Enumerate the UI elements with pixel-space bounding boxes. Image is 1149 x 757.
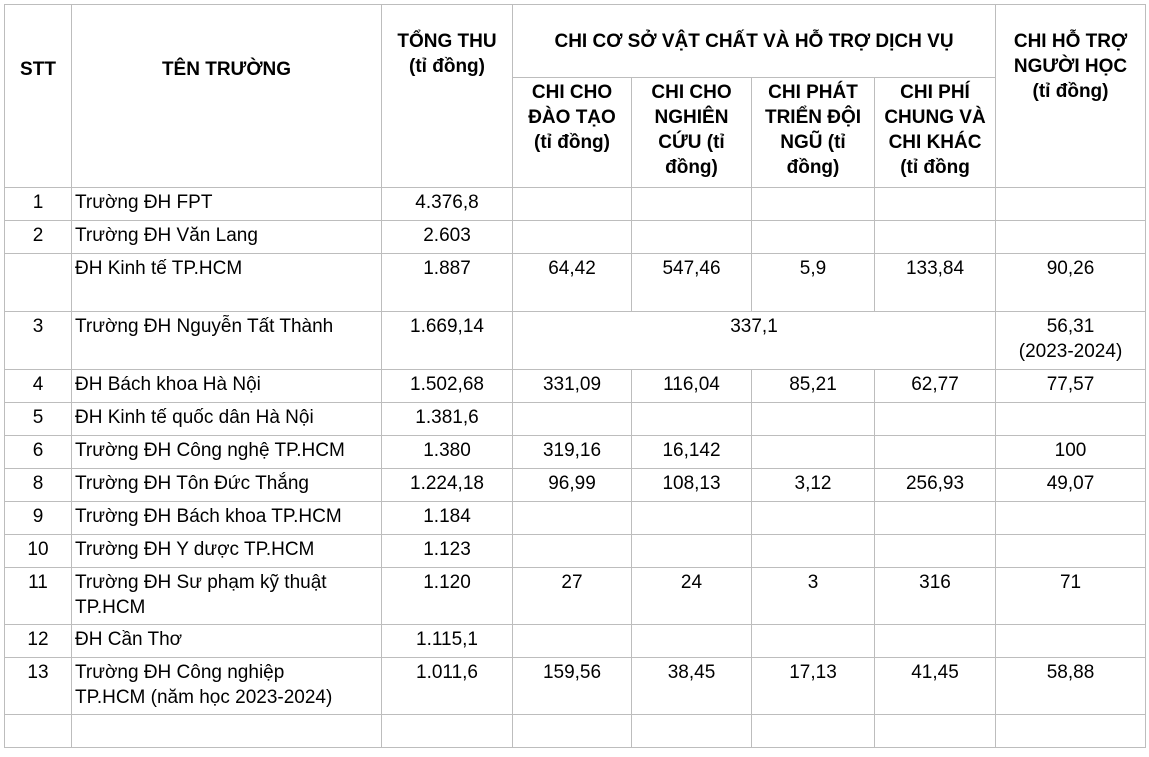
table-row xyxy=(5,370,1146,403)
table-row xyxy=(5,254,1146,312)
header-staff-line3: NGŨ (tỉ xyxy=(780,132,846,153)
header-training-spend xyxy=(513,78,632,188)
header-total-revenue xyxy=(382,5,513,188)
cell-training xyxy=(513,535,632,568)
cell-support xyxy=(996,312,1146,370)
cell-general: 41,45 xyxy=(875,658,996,715)
header-general-line4: (tỉ đồng xyxy=(900,157,970,178)
cell-total: 4.376,8 xyxy=(382,188,513,221)
cell-staff xyxy=(752,221,875,254)
cell-stt: 3 xyxy=(5,312,72,370)
cell-training xyxy=(513,221,632,254)
cell-stt: 12 xyxy=(5,625,72,658)
cell-research xyxy=(632,625,752,658)
cell-school-name: Trường ĐH Bách khoa TP.HCM xyxy=(72,502,382,535)
header-school-name: TÊN TRƯỜNG xyxy=(72,5,382,188)
cell-general xyxy=(875,625,996,658)
table-row xyxy=(5,568,1146,625)
cell-general xyxy=(875,715,996,748)
header-research-line1: CHI CHO xyxy=(651,82,732,103)
cell-staff: 3,12 xyxy=(752,469,875,502)
table-row xyxy=(5,625,1146,658)
cell-total: 1.380 xyxy=(382,436,513,469)
cell-total: 2.603 xyxy=(382,221,513,254)
cell-support-line2: (2023-2024) xyxy=(1018,341,1123,362)
cell-staff: 3 xyxy=(752,568,875,625)
header-stt: STT xyxy=(5,5,72,188)
cell-stt: 10 xyxy=(5,535,72,568)
cell-stt xyxy=(5,254,72,312)
cell-general xyxy=(875,188,996,221)
cell-stt: 6 xyxy=(5,436,72,469)
header-training-line2: ĐÀO TẠO xyxy=(528,107,616,128)
header-total-line2: (tỉ đồng) xyxy=(409,56,485,77)
cell-training xyxy=(513,502,632,535)
header-research-line2: NGHIÊN xyxy=(654,107,729,128)
cell-general xyxy=(875,436,996,469)
cell-total: 1.184 xyxy=(382,502,513,535)
cell-training: 96,99 xyxy=(513,469,632,502)
cell-training xyxy=(513,715,632,748)
cell-support xyxy=(996,188,1146,221)
cell-staff: 5,9 xyxy=(752,254,875,312)
cell-school-name xyxy=(72,715,382,748)
cell-school-name xyxy=(72,658,382,715)
cell-total: 1.120 xyxy=(382,568,513,625)
table-row xyxy=(5,502,1146,535)
header-support-line2: NGƯỜI HỌC xyxy=(1013,56,1128,77)
cell-stt: 1 xyxy=(5,188,72,221)
cell-school-name: ĐH Cần Thơ xyxy=(72,625,382,658)
cell-research: 116,04 xyxy=(632,370,752,403)
cell-total: 1.887 xyxy=(382,254,513,312)
header-student-support xyxy=(996,5,1146,188)
table-row xyxy=(5,658,1146,715)
cell-research xyxy=(632,403,752,436)
cell-stt: 4 xyxy=(5,370,72,403)
cell-total: 1.123 xyxy=(382,535,513,568)
cell-school-name: Trường ĐH Công nghệ TP.HCM xyxy=(72,436,382,469)
cell-support xyxy=(996,535,1146,568)
table-row xyxy=(5,188,1146,221)
cell-staff xyxy=(752,403,875,436)
cell-stt: 2 xyxy=(5,221,72,254)
cell-support xyxy=(996,221,1146,254)
cell-general: 62,77 xyxy=(875,370,996,403)
header-training-line1: CHI CHO xyxy=(531,82,613,103)
cell-research: 108,13 xyxy=(632,469,752,502)
cell-facilities-merged: 337,1 xyxy=(513,312,996,370)
header-support-line3: (tỉ đồng) xyxy=(1032,81,1109,102)
cell-school-name: ĐH Kinh tế quốc dân Hà Nội xyxy=(72,403,382,436)
cell-general xyxy=(875,221,996,254)
cell-stt: 11 xyxy=(5,568,72,625)
cell-total: 1.115,1 xyxy=(382,625,513,658)
cell-general xyxy=(875,535,996,568)
cell-research xyxy=(632,715,752,748)
cell-support: 58,88 xyxy=(996,658,1146,715)
header-general-spend xyxy=(875,78,996,188)
cell-training: 27 xyxy=(513,568,632,625)
cell-stt: 13 xyxy=(5,658,72,715)
cell-staff xyxy=(752,625,875,658)
school-finance-table xyxy=(4,4,1146,748)
table-row xyxy=(5,469,1146,502)
cell-training: 331,09 xyxy=(513,370,632,403)
cell-support: 49,07 xyxy=(996,469,1146,502)
table-row xyxy=(5,403,1146,436)
cell-support: 71 xyxy=(996,568,1146,625)
cell-stt: 9 xyxy=(5,502,72,535)
cell-school-name: Trường ĐH FPT xyxy=(72,188,382,221)
cell-general xyxy=(875,502,996,535)
header-training-line3: (tỉ đồng) xyxy=(534,132,610,153)
cell-total: 1.502,68 xyxy=(382,370,513,403)
cell-school-name xyxy=(72,568,382,625)
cell-training xyxy=(513,403,632,436)
header-staff-line4: đồng) xyxy=(786,157,840,178)
cell-school-name: Trường ĐH Y dược TP.HCM xyxy=(72,535,382,568)
cell-research xyxy=(632,535,752,568)
cell-school-name: Trường ĐH Nguyễn Tất Thành xyxy=(72,312,382,370)
header-general-line2: CHUNG VÀ xyxy=(884,107,986,128)
cell-support xyxy=(996,502,1146,535)
cell-school-name-line1: Trường ĐH Công nghiệp xyxy=(75,662,285,683)
cell-support: 100 xyxy=(996,436,1146,469)
cell-support: 77,57 xyxy=(996,370,1146,403)
cell-research xyxy=(632,221,752,254)
header-general-line3: CHI KHÁC xyxy=(888,132,982,153)
table-row-empty xyxy=(5,715,1146,748)
header-research-line4: đồng) xyxy=(665,157,718,178)
table-row xyxy=(5,535,1146,568)
cell-staff xyxy=(752,188,875,221)
header-facilities-group: CHI CƠ SỞ VẬT CHẤT VÀ HỖ TRỢ DỊCH VỤ xyxy=(513,5,996,78)
cell-research xyxy=(632,188,752,221)
cell-training: 159,56 xyxy=(513,658,632,715)
header-general-line1: CHI PHÍ xyxy=(900,82,970,103)
header-research-spend xyxy=(632,78,752,188)
cell-support xyxy=(996,403,1146,436)
cell-school-name: Trường ĐH Tôn Đức Thắng xyxy=(72,469,382,502)
table-row xyxy=(5,436,1146,469)
cell-total: 1.669,14 xyxy=(382,312,513,370)
header-staff-line1: CHI PHÁT xyxy=(768,82,858,103)
header-staff-line2: TRIỂN ĐỘI xyxy=(764,107,862,128)
cell-support-line1: 56,31 xyxy=(1046,316,1095,337)
cell-staff xyxy=(752,502,875,535)
table-row xyxy=(5,221,1146,254)
table-row xyxy=(5,312,1146,370)
cell-research xyxy=(632,502,752,535)
cell-staff: 85,21 xyxy=(752,370,875,403)
cell-training: 319,16 xyxy=(513,436,632,469)
header-staff-dev-spend xyxy=(752,78,875,188)
cell-general: 256,93 xyxy=(875,469,996,502)
cell-research: 24 xyxy=(632,568,752,625)
cell-total: 1.224,18 xyxy=(382,469,513,502)
cell-stt xyxy=(5,715,72,748)
cell-staff xyxy=(752,535,875,568)
cell-school-name: ĐH Bách khoa Hà Nội xyxy=(72,370,382,403)
header-total-line1: TỔNG THU xyxy=(397,31,497,52)
header-support-line1: CHI HỖ TRỢ xyxy=(1013,31,1128,52)
cell-training: 64,42 xyxy=(513,254,632,312)
cell-research: 38,45 xyxy=(632,658,752,715)
cell-support xyxy=(996,715,1146,748)
cell-research: 16,142 xyxy=(632,436,752,469)
cell-training xyxy=(513,188,632,221)
cell-school-name-line2: TP.HCM xyxy=(75,597,146,618)
cell-support xyxy=(996,625,1146,658)
cell-school-name-line2: TP.HCM (năm học 2023-2024) xyxy=(75,687,333,708)
cell-stt: 8 xyxy=(5,469,72,502)
cell-general: 133,84 xyxy=(875,254,996,312)
header-row-1 xyxy=(5,5,1146,78)
cell-staff xyxy=(752,436,875,469)
cell-school-name-line1: Trường ĐH Sư phạm kỹ thuật xyxy=(75,572,327,593)
cell-school-name: Trường ĐH Văn Lang xyxy=(72,221,382,254)
cell-general: 316 xyxy=(875,568,996,625)
cell-training xyxy=(513,625,632,658)
cell-stt: 5 xyxy=(5,403,72,436)
cell-general xyxy=(875,403,996,436)
cell-support: 90,26 xyxy=(996,254,1146,312)
cell-staff: 17,13 xyxy=(752,658,875,715)
cell-total: 1.011,6 xyxy=(382,658,513,715)
cell-staff xyxy=(752,715,875,748)
cell-total xyxy=(382,715,513,748)
cell-total: 1.381,6 xyxy=(382,403,513,436)
cell-research: 547,46 xyxy=(632,254,752,312)
header-research-line3: CỨU (tỉ xyxy=(658,132,725,153)
cell-school-name: ĐH Kinh tế TP.HCM xyxy=(72,254,382,312)
